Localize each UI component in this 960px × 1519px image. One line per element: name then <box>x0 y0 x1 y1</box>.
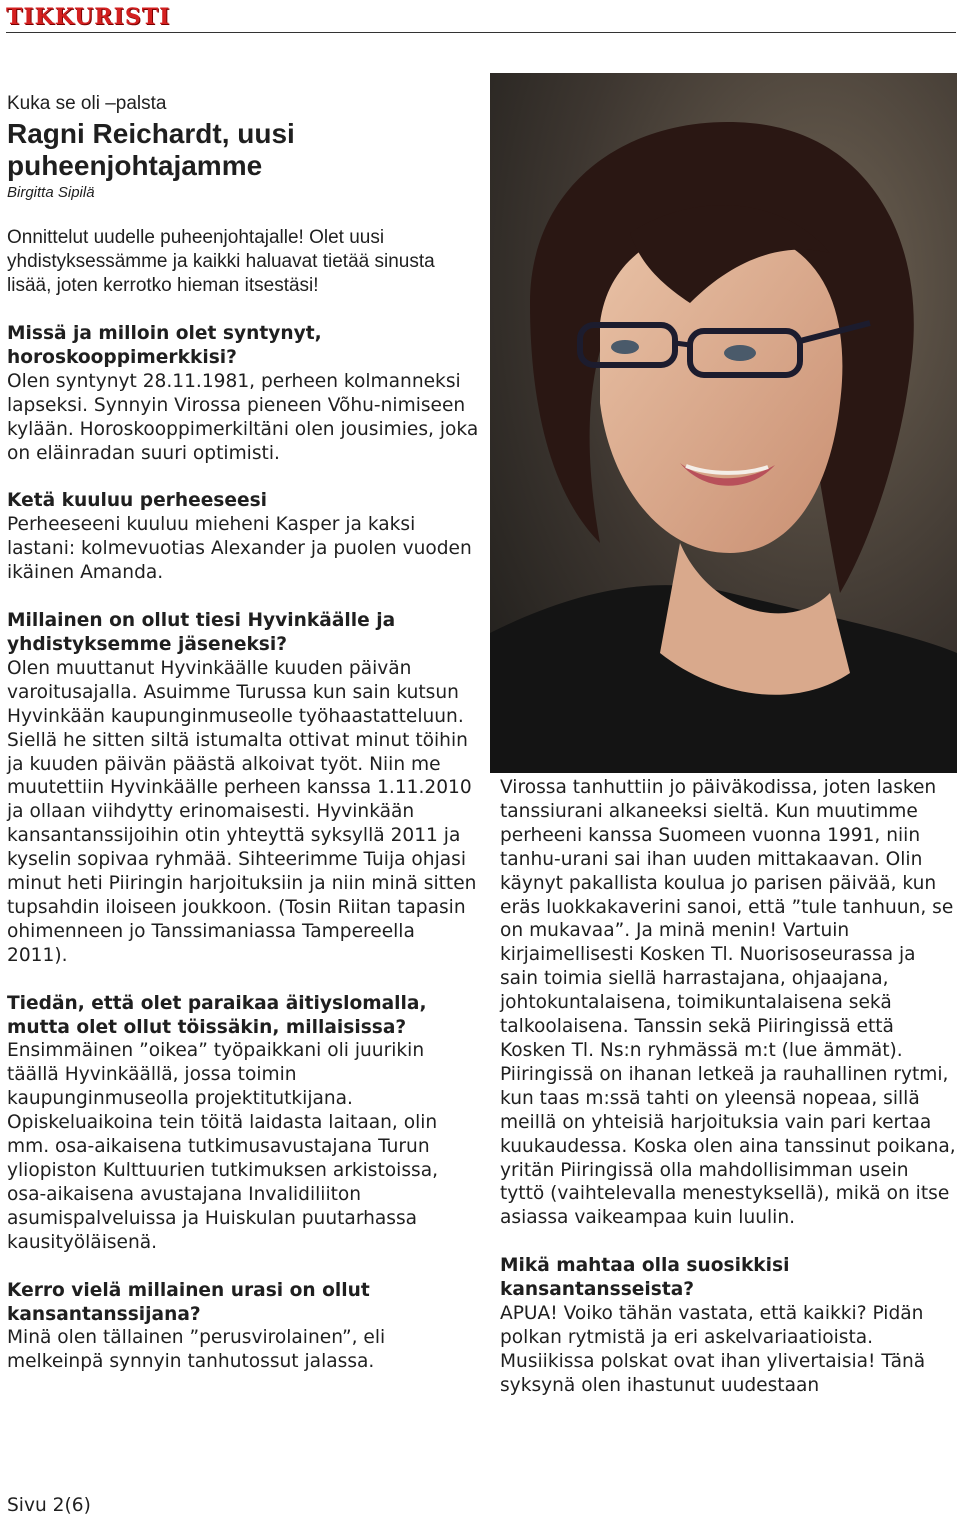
question-family: Ketä kuuluu perheeseesi <box>7 490 268 512</box>
question-hyvinkaa: Millainen on ollut tiesi Hyvinkäälle ja yhdistyksemme jäseneksi? <box>7 610 396 655</box>
masthead <box>6 4 956 33</box>
answer-hyvinkaa: Olen muuttanut Hyvinkäälle kuuden päivän varoitusajalla. Asuimme Turussa kun sain kutsun Hyvinkään kaupunginmuseolle työhaastatteluun. Siellä he sitten siltä istumalta ottivat minut töihin ja kuuden päivän päästä alkoivat työt. Niin me muutettiin Hyvinkäälle perheen kanssa 1.11.2010 ja ollaan viihdytty erinomaisesti. Hyvinkään kansantanssijoihin otin yhteyttä syksyllä 2011 ja kyselin sopivaa ryhmää. Sihteerimme Tuija ohjasi minut heti Piiringin harjoituksiin ja niin minä sitten tupsahdin iloiseen joukkoon. (Tosin Riitan tapasin ohimenneen jo Tanssimaniassa Tampereella 2011). <box>7 657 477 966</box>
answer-dance-career-continued: Virossa tanhuttiin jo päiväkodissa, joten lasken tanssiurani alkaneeksi sieltä. Kun muutimme perheeni kanssa Suomeen vuonna 1991, niin tanhu-urani sai ihan uuden mittakaavan. Olin käynyt pakallista koulua jo parisen päivää, kun eräs luokkakaverini sanoi, että ”tule tanhuun, se on mukavaa”. Ja minä menin! Vartuin kirjaimellisesti Kosken Tl. Nuorisoseurassa ja sain toimia siellä harrastajana, ohjaajana, johtokuntalaisena, toimikuntalaisena sekä talkoolaisena. Tanssin sekä Piiringissä että Kosken Tl. Ns:n ryhmässä m:t (lue ämmät). Piiringissä on ihanan letkeä ja rauhallinen rytmi, kun taas m:ssä tahti on yleensä nopeaa, sillä meillä on yhteisiä harjoituksia vain pari kertaa kuukaudessa. Koska olen aina tanssinut poikana, yritän Piiringissä olla mahdollisimman usein tyttö (vaihtelevalla menestyksellä), mikä on itse asiassa vaikeampaa kuin luulin. <box>500 777 956 1229</box>
portrait-illustration <box>490 73 957 773</box>
column-kicker: Kuka se oli –palsta <box>7 93 167 114</box>
question-dance-career: Kerro vielä millainen urasi on ollut kansantanssijana? <box>7 1279 370 1325</box>
page-number: Sivu 2(6) <box>7 1495 91 1516</box>
portrait-photo <box>490 73 957 773</box>
question-work: Tiedän, että olet paraikaa äitiyslomalla, mutta olet ollut töissäkin, millaisissa? <box>7 992 427 1038</box>
article-title: Ragni Reichardt, uusi puheenjohtajamme <box>7 118 295 181</box>
answer-work: Ensimmäinen ”oikea” työpaikkani oli juurikin täällä Hyvinkäällä, jossa toimin kaupunginmuseolla projektitutkijana. Opiskeluaikoina tein töitä laidasta laitaan, olin mm. osa-aikaisena tutkimusavustajana Turun yliopiston Kulttuurien tutkimuksen arkistoissa, osa-aikaisena avustajana Invalidiliiton asumispalveluissa ja Huiskulan puutarhassa kausityöläisenä. <box>7 1040 438 1253</box>
question-birth: Missä ja milloin olet syntynyt, horoskooppimerkkisi? <box>7 323 322 368</box>
right-column <box>500 776 956 1398</box>
answer-family: Perheeseeni kuuluu mieheni Kasper ja kaksi lastani: kolmevuotias Alexander ja puolen vuoden ikäinen Amanda. <box>7 514 472 584</box>
article-author: Birgitta Sipilä <box>7 184 95 201</box>
question-favorite-dance: Mikä mahtaa olla suosikkisi kansantansseista? <box>500 1255 790 1301</box>
answer-favorite-dance: APUA! Voiko tähän vastata, että kaikki? Pidän polkan rytmistä ja eri askelvariaatioista. Musiikissa polskat ovat ihan ylivertaisia! Tänä syksynä olen ihastunut uudestaan <box>500 1303 926 1396</box>
answer-birth: Olen syntynyt 28.11.1981, perheen kolmanneksi lapseksi. Synnyin Virossa pieneen Võhu-nimiseen kylään. Horoskooppimerkiltäni olen jousimies, joka on eläinradan suuri optimisti. <box>7 370 479 464</box>
left-column <box>7 92 479 1374</box>
answer-dance-career: Minä olen tällainen ”perusvirolainen”, eli melkeinpä synnyin tanhutossut jalassa. <box>7 1327 386 1373</box>
masthead-logo: TIKKURISTI <box>6 4 171 30</box>
article-intro: Onnittelut uudelle puheenjohtajalle! Olet uusi yhdistyksessämme ja kaikki haluavat tietää sinusta lisää, joten kerrotko hieman itsestäsi! <box>7 227 435 296</box>
